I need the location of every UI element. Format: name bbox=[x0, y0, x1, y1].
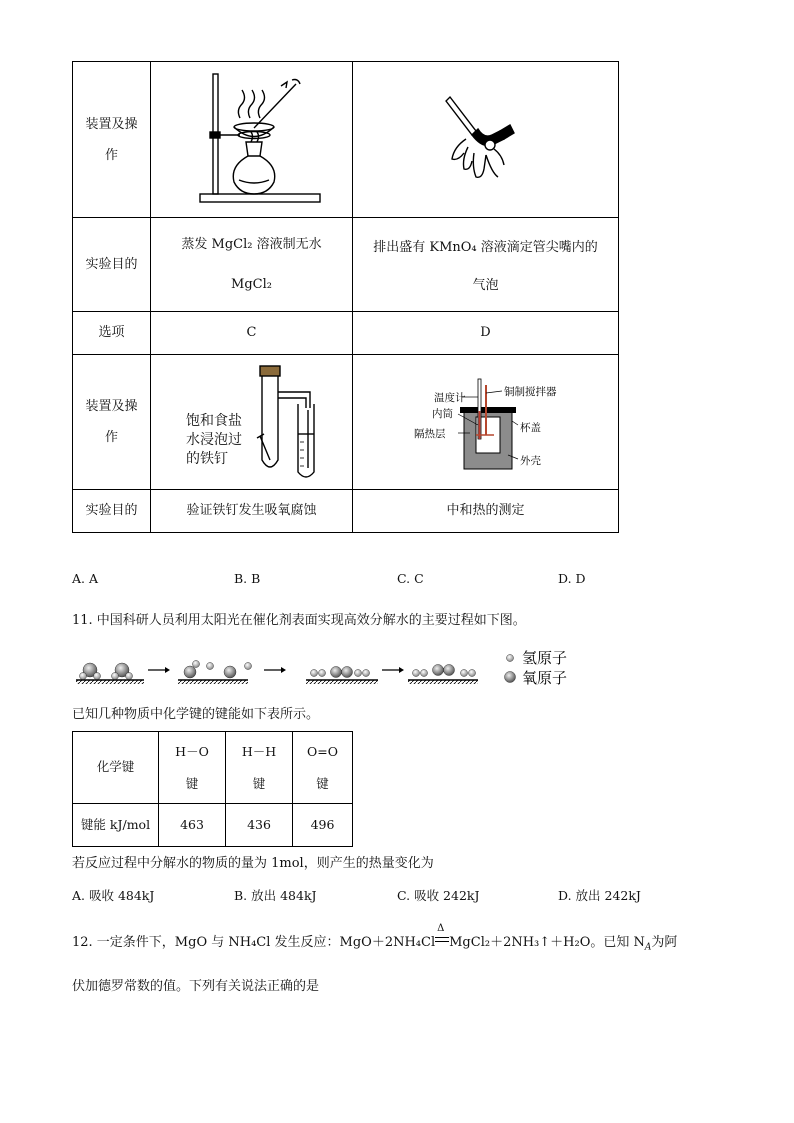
label-insulation: 隔热层 bbox=[414, 428, 446, 440]
row2-label: 实验目的 bbox=[85, 257, 138, 272]
bond-energy-HH: 436 bbox=[247, 817, 271, 832]
q11-option-D[interactable]: D. 放出 242kJ bbox=[558, 888, 641, 903]
label-inner-cup: 内筒 bbox=[432, 408, 453, 420]
table-border-top bbox=[72, 61, 619, 62]
q11-option-C[interactable]: C. 吸收 242kJ bbox=[397, 888, 480, 903]
bond-header-label: 化学键 bbox=[96, 759, 135, 774]
caption-line: 的铁钉 bbox=[186, 451, 228, 467]
row4-C-caption bbox=[186, 412, 242, 469]
label-shell: 外壳 bbox=[520, 455, 541, 467]
water-splitting-process-figure bbox=[72, 646, 592, 692]
q10-option-A[interactable]: A. A bbox=[72, 571, 99, 586]
bond-energy-OO: 496 bbox=[310, 817, 335, 832]
q12-line1 bbox=[72, 923, 678, 954]
q10-option-C[interactable]: C. C bbox=[397, 571, 424, 586]
q11-question: 若反应过程中分解水的物质的量为 1mol，则产生的热量变化为 bbox=[72, 856, 434, 871]
row5-D: 中和热的测定 bbox=[446, 503, 525, 518]
row3-label: 选项 bbox=[98, 325, 125, 340]
label-lid: 杯盖 bbox=[520, 422, 541, 434]
caption-line: 水浸泡过 bbox=[186, 432, 242, 448]
bond-table-border-top bbox=[72, 731, 353, 732]
table-rule bbox=[72, 489, 619, 490]
equals-line bbox=[435, 941, 449, 942]
label-stirrer: 铜制搅拌器 bbox=[504, 386, 557, 398]
row4-label-1: 装置及操 bbox=[85, 399, 138, 414]
table-rule bbox=[72, 217, 619, 218]
burette-bubble-figure bbox=[438, 95, 538, 190]
table-rule bbox=[72, 354, 619, 355]
row3-C: C bbox=[246, 325, 257, 340]
oxygen-atom-legend-icon bbox=[505, 672, 516, 683]
hydrogen-atom-legend-icon bbox=[507, 655, 514, 662]
row2-B-line1: 排出盛有 KMnO₄ 溶液滴定管尖嘴内的 bbox=[373, 240, 598, 255]
table-border-bottom bbox=[72, 532, 619, 533]
table-border-right bbox=[618, 61, 619, 533]
row5-C: 验证铁钉发生吸氧腐蚀 bbox=[186, 503, 317, 518]
calorimeter-figure bbox=[414, 371, 574, 479]
row2-A-line2: MgCl₂ bbox=[231, 277, 272, 292]
q12-text-part: MgCl₂＋2NH₃↑＋H₂O。已知 N bbox=[449, 935, 645, 950]
legend-oxygen: 氧原子 bbox=[522, 669, 568, 687]
row1-label-2: 作 bbox=[104, 148, 118, 163]
q12-text-part: 12. 一定条件下，MgO 与 NH₄Cl 发生反应：MgO＋2NH₄Cl bbox=[72, 935, 436, 950]
avogadro-subscript: A bbox=[644, 942, 652, 953]
q10-option-D[interactable]: D. D bbox=[558, 571, 586, 586]
bond-table-border-bottom bbox=[72, 846, 353, 847]
row4-label-2: 作 bbox=[104, 430, 118, 445]
bond-OO-line1: O=O bbox=[307, 744, 338, 759]
q11-option-B[interactable]: B. 放出 484kJ bbox=[234, 888, 317, 903]
q11-intro: 已知几种物质中化学键的键能如下表所示。 bbox=[72, 707, 320, 722]
bond-HH-line2: 键 bbox=[252, 776, 266, 791]
q12-text-part: 为阿 bbox=[651, 935, 678, 950]
row3-D: D bbox=[480, 325, 491, 340]
bond-HO-line1: H－O bbox=[175, 744, 209, 759]
bond-energy-HO: 463 bbox=[180, 817, 204, 832]
row2-A-line1: 蒸发 MgCl₂ 溶液制无水 bbox=[181, 237, 322, 252]
delta-symbol: Δ bbox=[437, 923, 445, 934]
bond-table-border-right bbox=[352, 731, 353, 847]
equals-line bbox=[435, 937, 449, 938]
evaporation-apparatus-figure bbox=[196, 70, 326, 208]
q10-option-B[interactable]: B. B bbox=[234, 571, 261, 586]
q12-line2: 伏加德罗常数的值。下列有关说法正确的是 bbox=[72, 979, 320, 994]
row1-label-1: 装置及操 bbox=[85, 117, 138, 132]
bond-HH-line1: H－H bbox=[241, 744, 277, 759]
label-thermometer: 温度计 bbox=[434, 392, 466, 404]
heating-condition bbox=[435, 923, 449, 946]
legend-hydrogen: 氢原子 bbox=[522, 649, 568, 667]
bond-OO-line2: 键 bbox=[316, 776, 329, 791]
table-rule bbox=[72, 311, 619, 312]
iron-nail-corrosion-figure bbox=[250, 364, 330, 482]
q11-option-A[interactable]: A. 吸收 484kJ bbox=[72, 888, 155, 903]
bond-energy-label: 键能 kJ/mol bbox=[80, 817, 151, 832]
row5-label: 实验目的 bbox=[85, 503, 138, 518]
bond-HO-line2: 键 bbox=[185, 776, 199, 791]
bond-table-rule bbox=[72, 803, 353, 804]
row2-B-line2: 气泡 bbox=[472, 278, 499, 293]
caption-line: 饱和食盐 bbox=[186, 413, 242, 429]
q11-stem: 11. 中国科研人员利用太阳光在催化剂表面实现高效分解水的主要过程如下图。 bbox=[72, 613, 526, 628]
